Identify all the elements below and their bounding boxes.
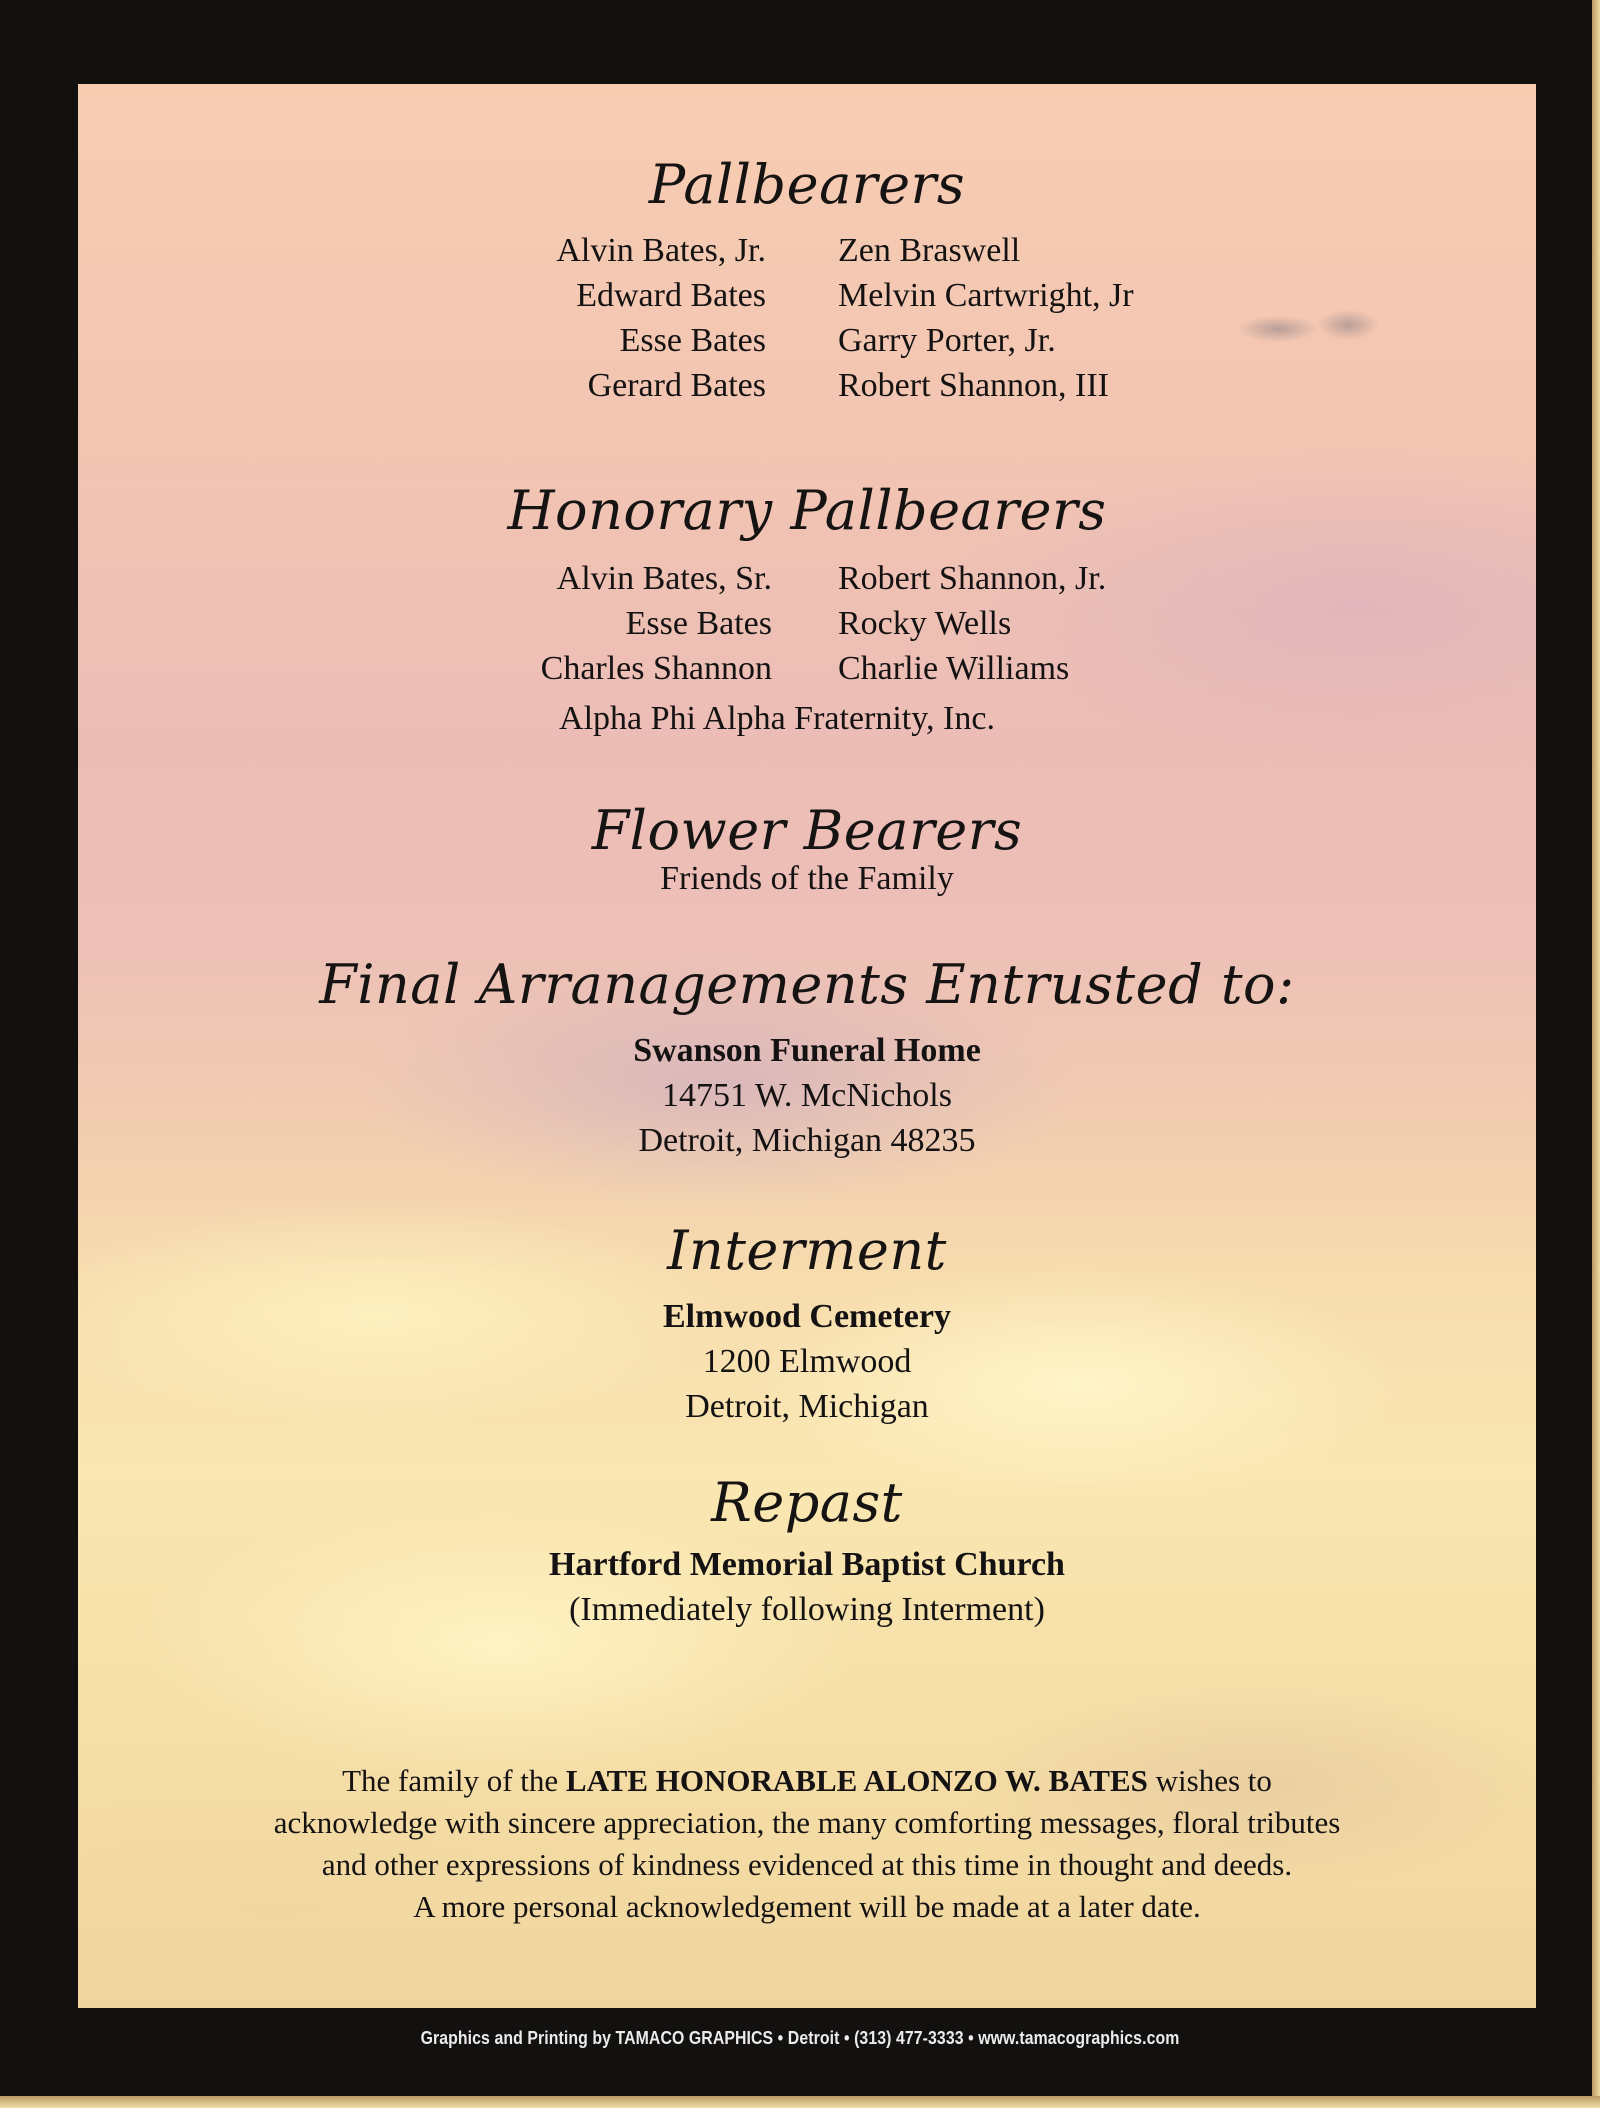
pallbearer-name: Zen Braswell (838, 232, 1021, 269)
fraternity-name: Alpha Phi Alpha Fraternity, Inc. (559, 700, 995, 737)
deceased-name: LATE HONORABLE ALONZO W. BATES (565, 1763, 1148, 1798)
pallbearer-name: Melvin Cartwright, Jr (838, 277, 1134, 314)
paper-edge (1592, 0, 1600, 2108)
acknowledgement-text: The family of the (342, 1763, 566, 1798)
pallbearers-list (78, 228, 1536, 408)
acknowledgement-line3: and other expressions of kindness evidenced at this time in thought and deeds. (321, 1847, 1293, 1882)
acknowledgement-line4: A more personal acknowledgement will be made at a later date. (413, 1889, 1201, 1924)
acknowledgement-line1 (78, 1760, 1536, 1802)
pallbearer-name: Edward Bates (576, 277, 766, 314)
repast-heading: Repast (711, 1471, 903, 1534)
pallbearer-name: Alvin Bates, Jr. (556, 232, 766, 269)
honorary-pallbearers-heading: Honorary Pallbearers (507, 479, 1107, 542)
repast-location: Hartford Memorial Baptist Church (549, 1546, 1065, 1583)
honorary-pallbearer-name: Robert Shannon, Jr. (838, 560, 1107, 597)
paper-edge (0, 2096, 1600, 2108)
list-item (78, 556, 1536, 601)
pallbearer-name: Garry Porter, Jr. (838, 322, 1056, 359)
cemetery-name: Elmwood Cemetery (663, 1298, 951, 1335)
list-item (78, 273, 1536, 318)
honorary-pallbearers-list (78, 556, 1536, 691)
cemetery-address-line1: 1200 Elmwood (702, 1343, 912, 1380)
honorary-pallbearer-name: Esse Bates (625, 605, 772, 642)
list-item (78, 228, 1536, 273)
flower-bearers-text: Friends of the Family (660, 860, 954, 897)
cemetery-address-line2: Detroit, Michigan (685, 1388, 929, 1425)
list-item (78, 318, 1536, 363)
honorary-pallbearer-name: Alvin Bates, Sr. (556, 560, 772, 597)
honorary-pallbearer-name: Charlie Williams (838, 650, 1070, 687)
pallbearer-name: Gerard Bates (587, 367, 766, 404)
printer-credit: Graphics and Printing by TAMACO GRAPHICS • Detroit • (313) 477-3333 • www.tamacographics.com (420, 2028, 1180, 2048)
funeral-home-name: Swanson Funeral Home (633, 1032, 981, 1069)
funeral-home-address-line1: 14751 W. McNichols (662, 1077, 952, 1114)
flower-bearers-heading: Flower Bearers (591, 799, 1023, 862)
final-arrangements-heading: Final Arranagements Entrusted to: (319, 953, 1295, 1016)
interment-heading: Interment (667, 1219, 947, 1282)
pallbearer-name: Robert Shannon, III (838, 367, 1110, 404)
sky-background-panel (78, 84, 1536, 2008)
honorary-pallbearer-name: Rocky Wells (838, 605, 1012, 642)
acknowledgement-line2: acknowledge with sincere appreciation, the many comforting messages, floral tributes (273, 1805, 1341, 1840)
honorary-pallbearer-name: Charles Shannon (540, 650, 772, 687)
list-item (78, 601, 1536, 646)
funeral-home-address-line2: Detroit, Michigan 48235 (638, 1122, 976, 1159)
list-item (78, 363, 1536, 408)
acknowledgement-text: wishes to (1147, 1763, 1272, 1798)
list-item (78, 646, 1536, 691)
pallbearer-name: Esse Bates (619, 322, 766, 359)
pallbearers-heading: Pallbearers (648, 153, 966, 216)
repast-note: (Immediately following Interment) (569, 1591, 1045, 1628)
